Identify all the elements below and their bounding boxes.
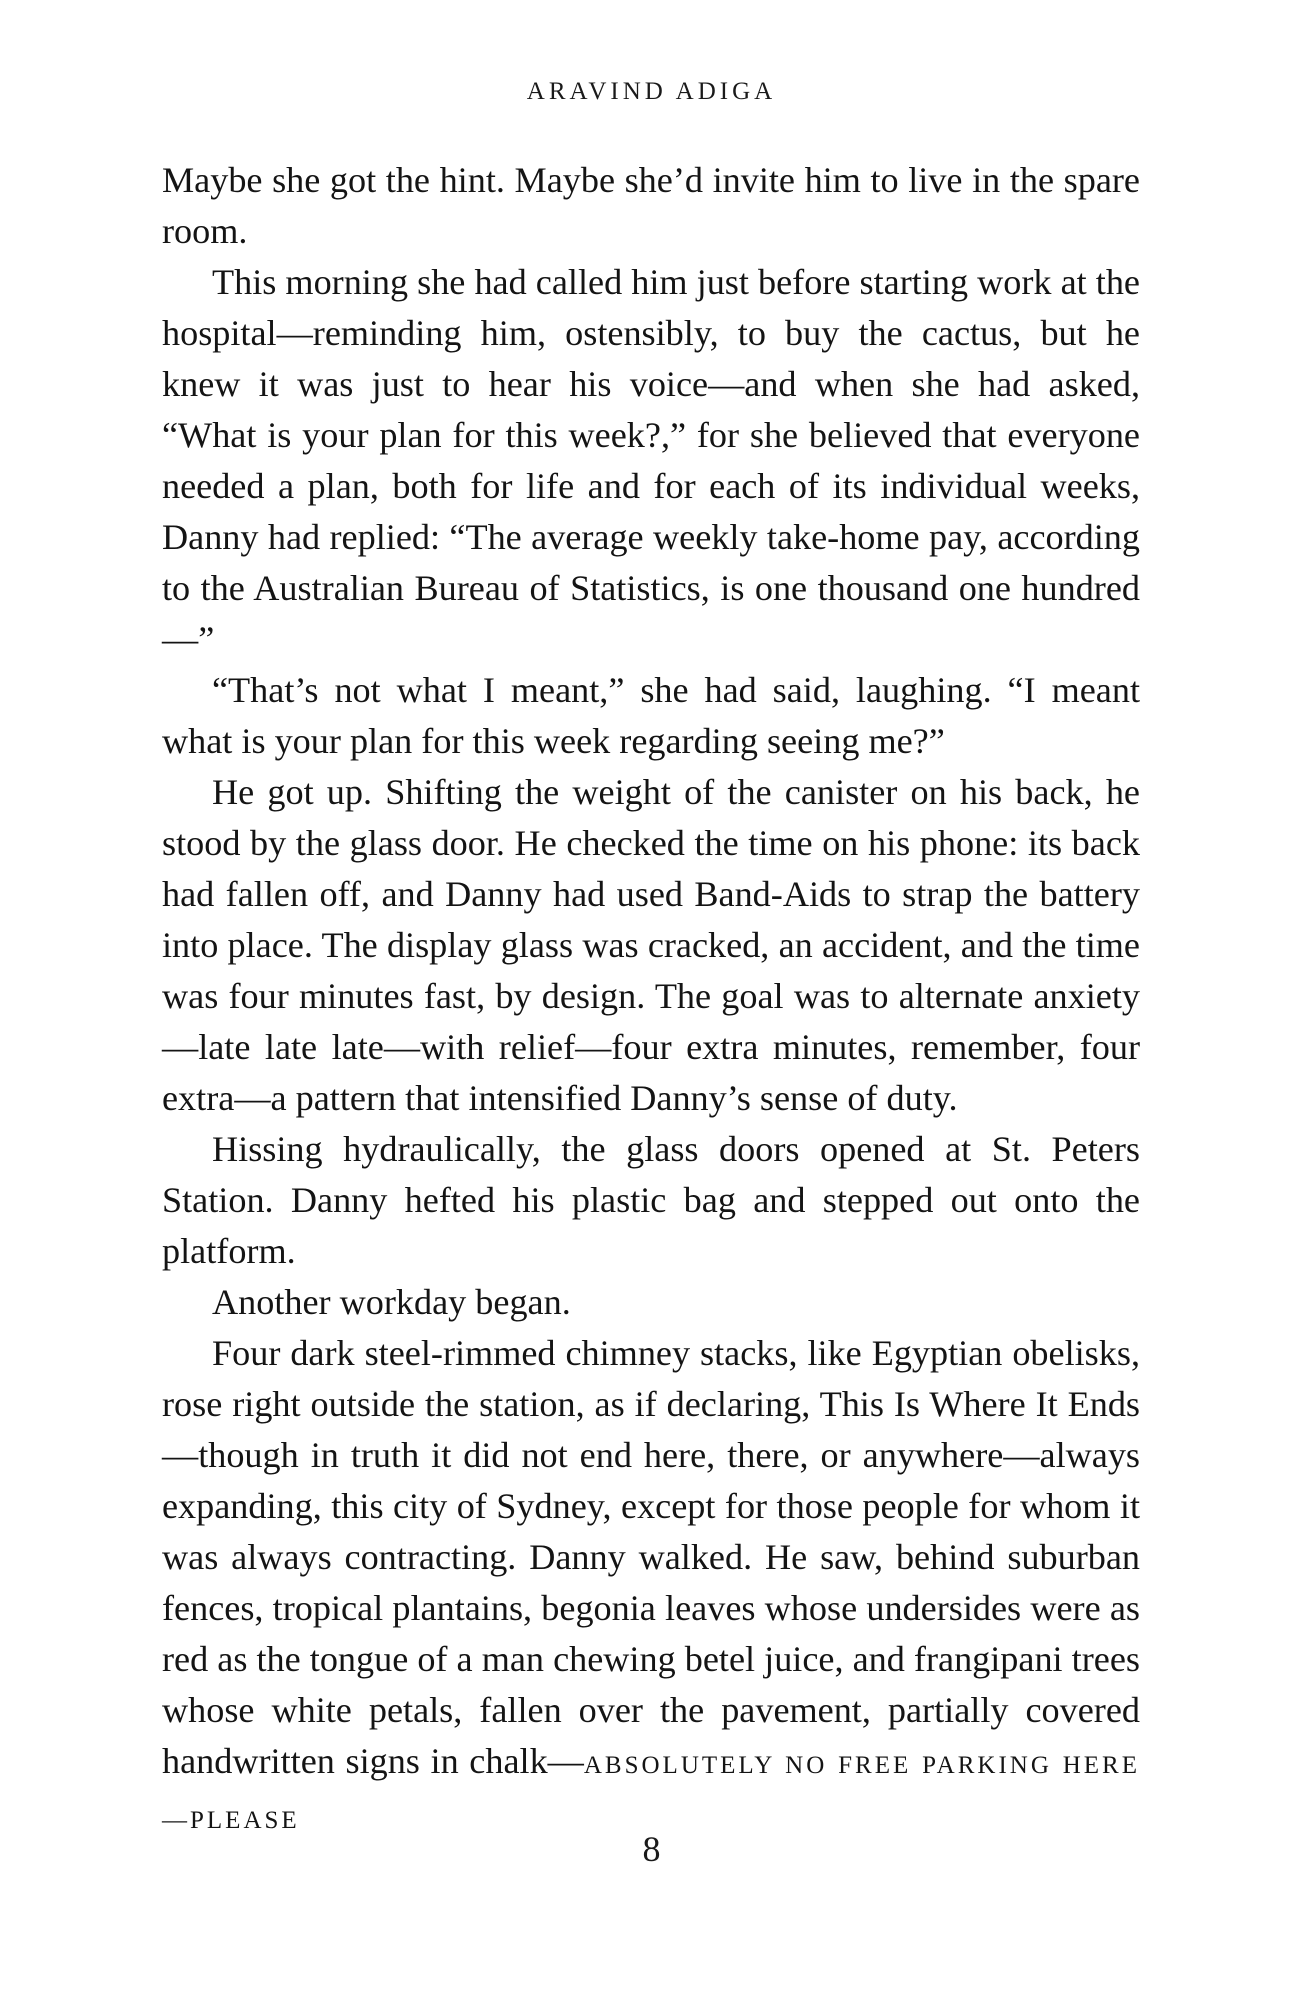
- paragraph: He got up. Shifting the weight of the canister on his back, he stood by the glass door. He checked the time on his phone: its back had fallen off, and Danny had used Band-Aids to strap the battery into place. The display glass was cracked, an accident, and the time was four minutes fast, by design. The goal was to alternate anxiety—late late late—with relief—four extra minutes, remember, four extra—a pattern that intensified Danny’s sense of duty.: [162, 772, 1140, 1118]
- body-text: [162, 155, 1140, 1846]
- page-number: 8: [642, 1829, 661, 1869]
- paragraph-last: [162, 1328, 1140, 1846]
- paragraph: “That’s not what I meant,” she had said, laughing. “I meant what is your plan for this week regarding seeing me?”: [162, 670, 1140, 761]
- paragraph: This morning she had called him just before starting work at the hospital—reminding him, ostensibly, to buy the cactus, but he knew it was just to hear his voice—and when she had asked, “What is your plan for this week?,” for she believed that everyone needed a plan, both for life and for each of its individual weeks, Danny had replied: “The average weekly take-home pay, according to the Australian Bureau of Statistics, is one thousand one hundred—”: [162, 262, 1140, 659]
- chalk-sign-text: ABSOLUTELY NO FREE PARKING HERE—PLEASE: [162, 1752, 1141, 1834]
- running-head: ARAVIND ADIGA: [526, 78, 777, 105]
- paragraph: Maybe she got the hint. Maybe she’d invite him to live in the spare room.: [162, 160, 1140, 251]
- paragraph-text: Four dark steel-rimmed chimney stacks, like Egyptian obelisks, rose right outside the station, as if declaring, This Is Where It Ends—though in truth it did not end here, there, or anywhere—always expanding, this city of Sydney, except for those people for whom it was always contracting. Danny walked. He saw, behind suburban fences, tropical plantains, begonia leaves whose undersides were as red as the tongue of a man chewing betel juice, and frangipani trees whose white petals, fallen over the pavement, partially covered handwritten signs in chalk—: [162, 1333, 1140, 1781]
- paragraph: Another workday began.: [212, 1282, 571, 1322]
- paragraph: Hissing hydraulically, the glass doors opened at St. Peters Station. Danny hefted his plastic bag and stepped out onto the platform.: [162, 1129, 1140, 1271]
